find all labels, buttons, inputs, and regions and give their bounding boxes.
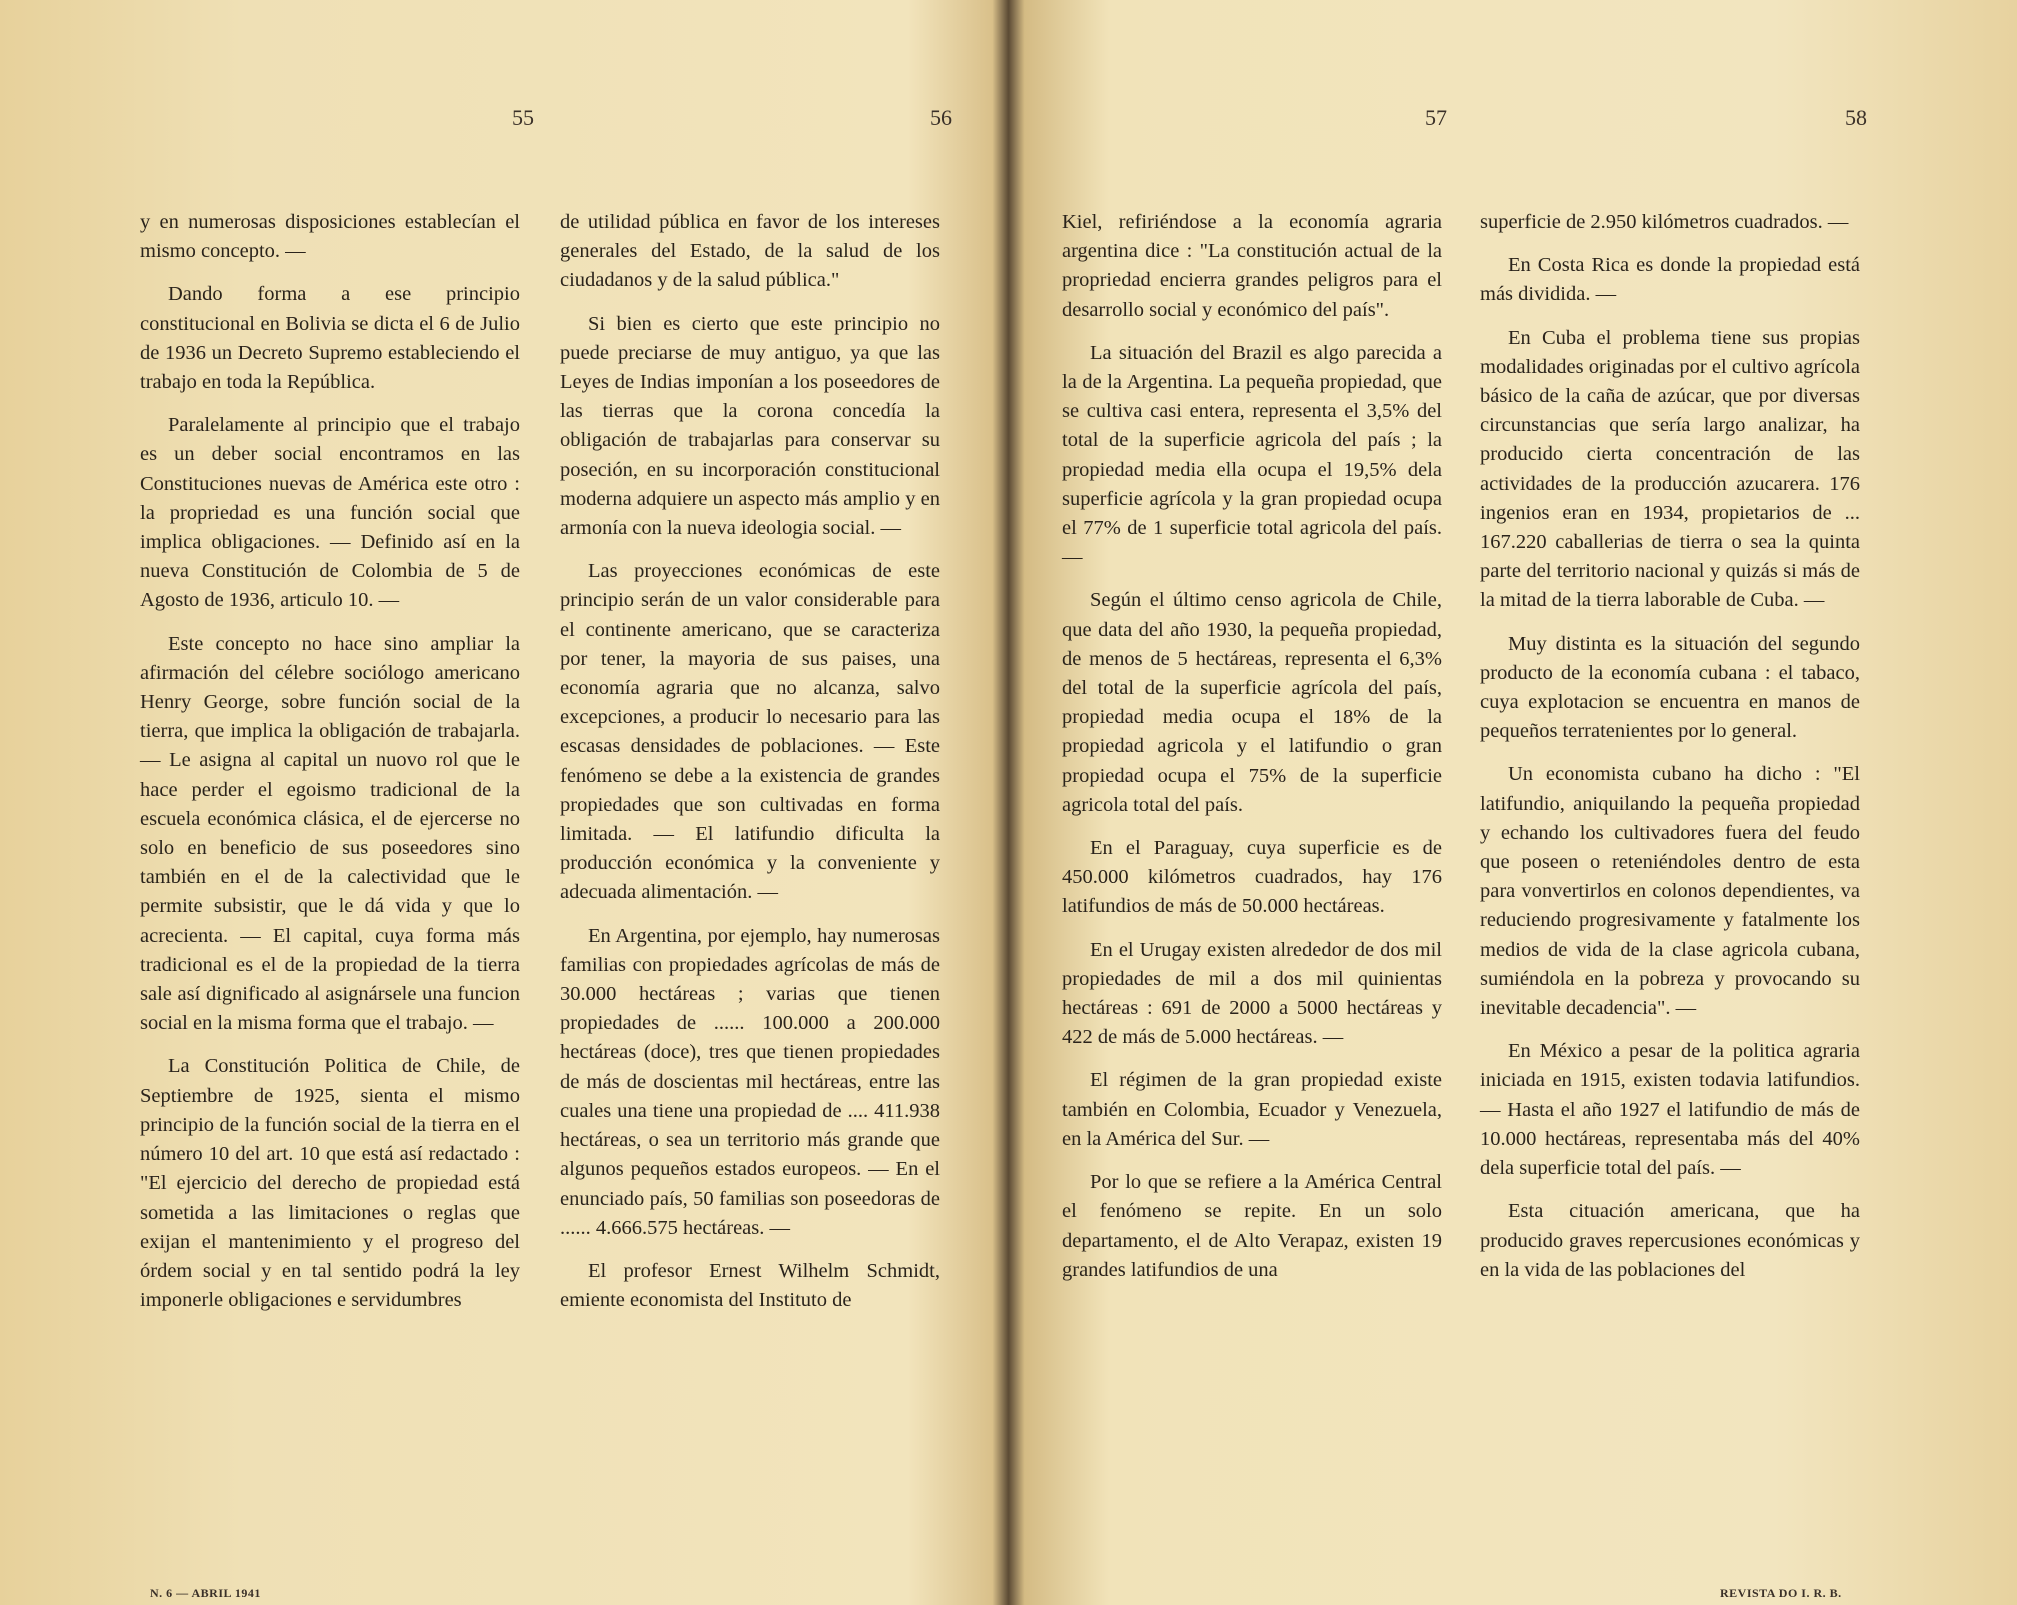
paragraph: En Argentina, por ejemplo, hay numerosas familias con propiedades agrícolas de más de 30.000 hectáreas ; varias que tienen propiedades de ...... 100.000 a 200.000 hectáreas (doce), tres que tienen propiedades de más de doscientas mil hectáreas, entre las cuales una tiene una propiedad de .... 411.938 hectáreas, o sea un territorio más grande que algunos pequeños estados europeos. — En el enunciado país, 50 familias son poseedoras de ...... 4.666.575 hectáreas. — (560, 924, 940, 1239)
page-number-55: 55 (512, 105, 534, 130)
paragraph: Paralelamente al principio que el trabajo es un deber social encontramos en las Constituciones nuevas de América este otro : la propriedad es una función social que implica obligaciones. — Definido así en la nueva Constitución de Colombia de 5 de Agosto de 1936, articulo 10. — (140, 414, 520, 612)
paragraph: Dando forma a ese principio constitucional en Bolivia se dicta el 6 de Julio de 1936 un Decreto Supremo estableciendo el trabajo en toda la República. (140, 283, 520, 394)
footer-journal-name: REVISTA DO I. R. B. (1720, 1586, 1842, 1600)
paragraph: Este concepto no hace sino ampliar la afirmación del célebre sociólogo americano Henry George, sobre función social de la tierra, que implica la obligación de trabajarla. — Le asigna al capital un nuovo rol que le hace perder el egoismo tradicional de la escuela económica clásica, el de ejercerse no solo en beneficio de sus poseedores sino también en el de la calectividad que le permite subsistir, que le dá vida y que lo acrecienta. — El capital, cuya forma más tradicional es el de la propiedad de la tierra sale así dignificado al asignársele una funcion social en la misma forma que el trabajo. — (140, 632, 520, 1035)
paragraph: En el Urugay existen alrededor de dos mil propiedades de mil a dos mil quinientas hectáreas : 691 de 2000 a 5000 hectáreas y 422 de más de 5.000 hectáreas. — (1062, 938, 1442, 1049)
paragraph: y en numerosas disposiciones establecían el mismo concepto. — (140, 211, 520, 263)
text-column-page-57 (1062, 208, 1442, 1299)
paragraph: El régimen de la gran propiedad existe también en Colombia, Ecuador y Venezuela, en la América del Sur. — (1062, 1069, 1442, 1150)
page-number-56: 56 (930, 105, 952, 130)
paragraph: En México a pesar de la politica agraria iniciada en 1915, existen todavia latifundios. — Hasta el año 1927 el latifundio de más de 10.000 hectáreas, representaba más del 40% dela superficie total del país. — (1480, 1040, 1860, 1180)
paragraph: La situación del Brazil es algo parecida a la de la Argentina. La pequeña propiedad, que se cultiva casi entera, representa el 3,5% del total de la superficie agricola del país ; la propiedad media ella ocupa el 19,5% dela superficie agrícola y la gran propiedad ocupa el 77% de 1 superficie total agricola del país. — (1062, 341, 1442, 569)
text-column-page-58 (1480, 208, 1860, 1299)
paragraph: En el Paraguay, cuya superficie es de 450.000 kilómetros cuadrados, hay 176 latifundios de más de 50.000 hectáreas. (1062, 837, 1442, 918)
paragraph: En Cuba el problema tiene sus propias modalidades originadas por el cultivo agrícola básico de la caña de azúcar, que por diversas circunstancias que sería largo analizar, ha producido cierta concentración de las actividades de la producción azucarera. 176 ingenios eran en 1934, propietarios de ... 167.220 caballerias de tierra o sea la quinta parte del territorio nacional y quizás si más de la mitad de la tierra laborable de Cuba. — (1480, 326, 1860, 612)
footer-issue-date: N. 6 — ABRIL 1941 (150, 1586, 261, 1600)
text-column-page-55 (140, 208, 520, 1329)
text-column-page-56 (560, 208, 940, 1329)
paragraph: La Constitución Politica de Chile, de Septiembre de 1925, sienta el mismo principio de la función social de la tierra en el número 10 del art. 10 que está así redactado : "El ejercicio del derecho de propiedad está sometida a las limitaciones o reglas que exijan el mantenimiento y el progreso del órdem social y en tal sentido podrá la ley imponerle obligaciones e servidumbres (140, 1055, 520, 1312)
paragraph: Por lo que se refiere a la América Central el fenómeno se repite. En un solo departamento, el de Alto Verapaz, existen 19 grandes latifundios de una (1062, 1171, 1442, 1281)
page-number-58: 58 (1845, 105, 1867, 130)
paragraph: de utilidad pública en favor de los intereses generales del Estado, de la salud de los ciudadanos y de la salud pública." (560, 211, 940, 292)
paragraph: Las proyecciones económicas de este principio serán de un valor considerable para el continente americano, que se caracteriza por tener, la mayoria de sus paises, una economía agraria que no alcanza, salvo excepciones, a producir lo necesario para las escasas densidades de poblaciones. — Este fenómeno se debe a la existencia de grandes propiedades que son cultivadas en forma limitada. — El latifundio dificulta la producción económica y la conveniente y adecuada alimentación. — (560, 560, 940, 904)
paragraph: Muy distinta es la situación del segundo producto de la economía cubana : el tabaco, cuya explotacion se encuentra en manos de pequeños terratenientes por lo general. (1480, 632, 1860, 743)
page-number-57: 57 (1425, 105, 1447, 130)
paragraph: En Costa Rica es donde la propiedad está más dividida. — (1480, 254, 1860, 306)
paragraph: Según el último censo agricola de Chile, que data del año 1930, la pequeña propiedad, de menos de 5 hectáreas, representa el 6,3% del total de la superficie agrícola del país, propiedad media ocupa el 18% de la propiedad agricola y el latifundio o gran propiedad ocupa el 75% de la superficie agricola total del país. (1062, 589, 1442, 816)
paragraph: superficie de 2.950 kilómetros cuadrados. — (1480, 211, 1849, 233)
paragraph: El profesor Ernest Wilhelm Schmidt, emiente economista del Instituto de (560, 1259, 940, 1312)
paragraph: Si bien es cierto que este principio no puede preciarse de muy antiguo, ya que las Leyes de Indias imponían a los poseedores de las tierras que la corona concedía la obligación de trabajarlas para conservar su poseción, en su incorporación constitucional moderna adquiere un aspecto más amplio y en armonía con la nueva ideologia social. — (560, 312, 940, 540)
paragraph: Esta cituación americana, que ha producido graves repercusiones económicas y en la vida de las poblaciones del (1480, 1200, 1860, 1281)
paragraph: Kiel, refiriéndose a la economía agraria argentina dice : "La constitución actual de la propriedad encierra grandes peligros para el desarrollo social y económico del país". (1062, 211, 1442, 321)
paragraph: Un economista cubano ha dicho : "El latifundio, aniquilando la pequeña propiedad y echando los cultivadores fuera del feudo que poseen o reteniéndoles dentro de esta para vonvertirlos en colonos dependientes, va reduciendo progresivamente y fatalmente los medios de vida de la clase agricola cubana, sumiéndola en la pobreza y provocando su inevitable decadencia". — (1480, 763, 1860, 1020)
